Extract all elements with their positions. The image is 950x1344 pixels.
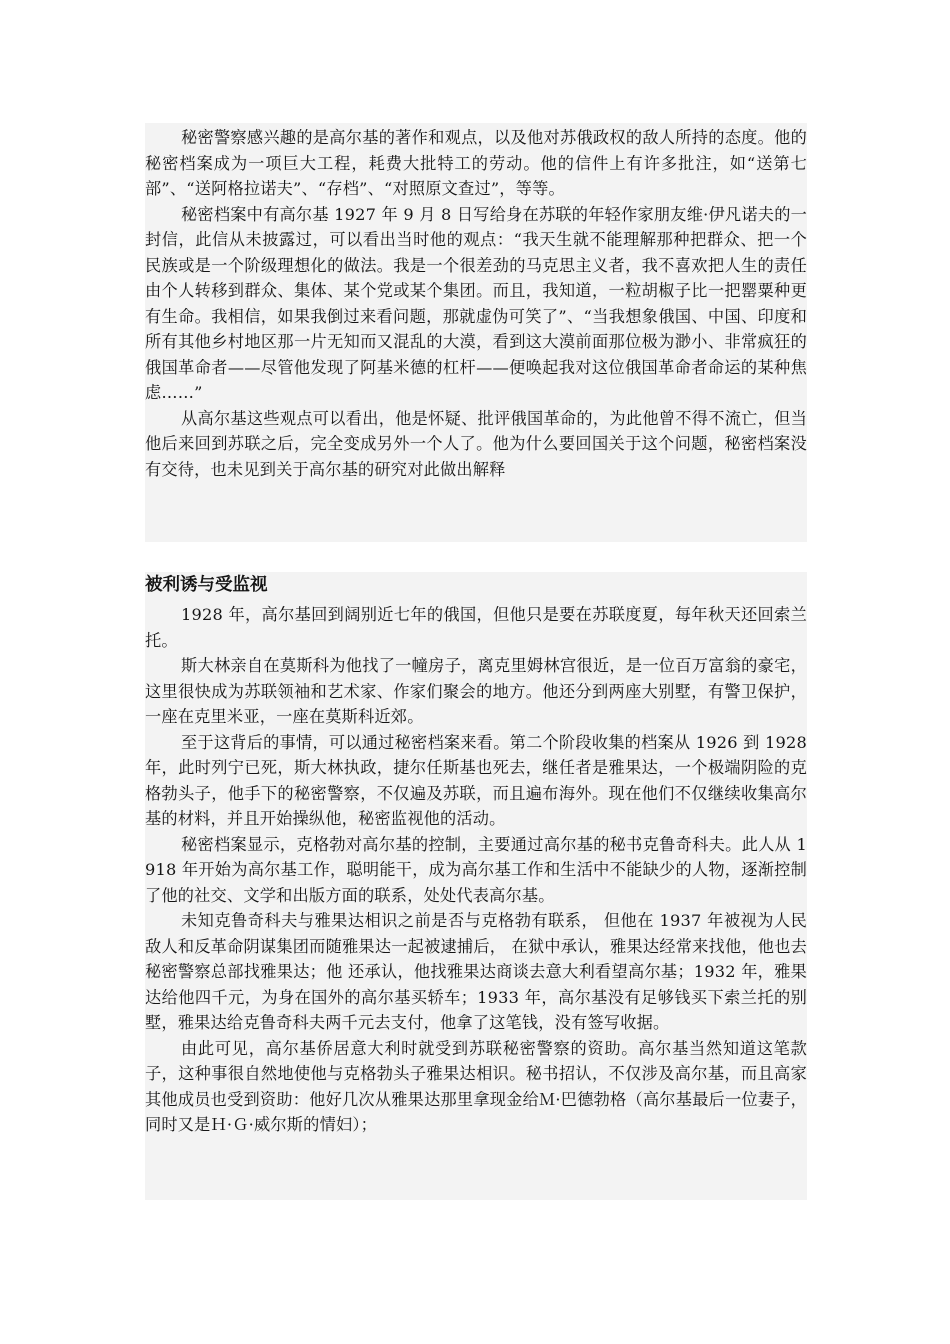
paragraph: 1928 年，高尔基回到阔别近七年的俄国，但他只是要在苏联度夏，每年秋天还回索兰托。: [145, 605, 807, 650]
paragraph: 由此可见，高尔基侨居意大利时就受到苏联秘密警察的资助。高尔基当然知道这笔款子，这种事很自然地使他与克格勃头子雅果达相识。秘书招认，不仅涉及高尔基，而且高家其他成员也受到资助：他好几次从雅果达那里拿现金给Ｍ·巴德勃格（高尔基最后一位妻子， 同时又是Ｈ·Ｇ·威尔斯的情妇）；: [145, 1038, 807, 1134]
section-heading: 被利诱与受监视: [145, 575, 268, 595]
paragraph: 从高尔基这些观点可以看出，他是怀疑、批评俄国革命的，为此他曾不得不流亡，但当他后来回到苏联之后，完全变成另外一个人了。他为什么要回国关于这个问题，秘密档案没有交待，也未见到关于高尔基的研究对此做出解释: [145, 408, 807, 479]
text-block-archive: [145, 123, 807, 542]
paragraph: 斯大林亲自在莫斯科为他找了一幢房子，离克里姆林宫很近，是一位百万富翁的豪宅，这里很快成为苏联领袖和艺术家、作家们聚会的地方。他还分到两座大别墅，有警卫保护，一座在克里米亚，一座在莫斯科近郊。: [145, 656, 807, 726]
paragraph: 未知克鲁奇科夫与雅果达相识之前是否与克格勃有联系， 但他在 1937 年被视为人民敌人和反革命阴谋集团而随雅果达一起被逮捕后， 在狱中承认，雅果达经常来找他，他也去秘密警察总部找雅果达；他 还承认，他找雅果达商谈去意大利看望高尔基；1932 年，雅果达给他四千元，为身在国外的高尔基买轿车；1933 年，高尔基没有足够钱买下索兰托的别墅，雅果达给克鲁奇科夫两千元去支付，他拿了这笔钱，没有签写收据。: [145, 911, 807, 1032]
paragraph: 秘密档案中有高尔基 1927 年 9 月 8 日写给身在苏联的年轻作家朋友维·伊凡诺夫的一封信，此信从未披露过，可以看出当时他的观点：“我天生就不能理解那种把群众、把一个民族或是一个阶级理想化的做法。我是一个很差劲的马克思主义者，我不喜欢把人生的责任由个人转移到群众、集体、某个党或某个集团。而且，我知道，一粒胡椒子比一把罂粟种更有生命。我相信，如果我倒过来看问题，那就虚伪可笑了”、“当我想象俄国、中国、印度和所有其他乡村地区那一片无知而又混乱的大漠，看到这大漠前面那位极为渺小、非常疯狂的俄国革命者——尽管他发现了阿基米德的杠杆——便唤起我对这位俄国革命者命运的某种焦虑……”: [145, 204, 807, 402]
paragraph: 秘密档案显示，克格勃对高尔基的控制，主要通过高尔基的秘书克鲁奇科夫。此人从 1918 年开始为高尔基工作，聪明能干，成为高尔基工作和生活中不能缺少的人物，逐渐控制了他的社交、文学和出版方面的联系，处处代表高尔基。: [145, 834, 807, 905]
text-block-section: [145, 572, 807, 1200]
paragraph: 秘密警察感兴趣的是高尔基的著作和观点，以及他对苏俄政权的敌人所持的态度。他的秘密档案成为一项巨大工程，耗费大批特工的劳动。他的信件上有许多批注，如“送第七部”、“送阿格拉诺夫”、“存档”、“对照原文查过”，等等。: [145, 128, 807, 198]
paragraph: 至于这背后的事情，可以通过秘密档案来看。第二个阶段收集的档案从 1926 到 1928 年，此时列宁已死，斯大林执政，捷尔任斯基也死去，继任者是雅果达，一个极端阴险的克格勃头子，他手下的秘密警察，不仅遍及苏联，而且遍布海外。现在他们不仅继续收集高尔基的材料，并且开始操纵他，秘密监视他的活动。: [145, 732, 807, 828]
